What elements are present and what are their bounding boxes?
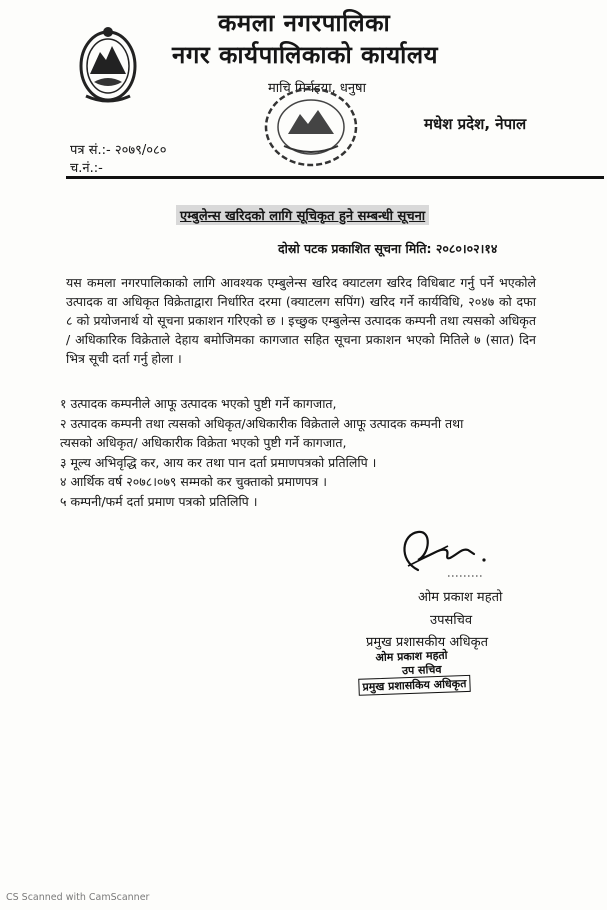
- signatory-name: ओम प्रकाश महतो: [418, 590, 503, 605]
- scanner-watermark: CS Scanned with CamScanner: [6, 892, 150, 903]
- list-item: १ उत्पादक कम्पनीले आफू उत्पादक भएको पुष्टी गर्ने कागजात,: [60, 396, 337, 411]
- office-stamp: [262, 84, 360, 170]
- nepal-emblem-icon: [76, 22, 140, 104]
- list-item: ३ मूल्य अभिवृद्धि कर, आय कर तथा पान दर्ता प्रमाणपत्रको प्रतिलिपि ।: [60, 454, 377, 470]
- stamp-line-name: ओम प्रकाश महतो: [375, 648, 448, 665]
- list-item: २ उत्पादक कम्पनी तथा त्यसको अधिकृत/अधिकारीक विक्रेताले आफू उत्पादक कम्पनी तथा: [60, 415, 464, 431]
- municipality-title: कमला नगरपालिका: [218, 9, 391, 37]
- signatory-stamp: [357, 645, 519, 697]
- dispatch-number: च.नं.:-: [70, 161, 103, 176]
- list-item: ५ कम्पनी/फर्म दर्ता प्रमाण पत्रको प्रतिलिपि ।: [60, 493, 258, 509]
- publication-date: दोस्रो पटक प्रकाशित सूचना मिति: २०८०।०२।१४: [278, 241, 498, 256]
- list-item: त्यसको अधिकृत/ अधिकारीक विक्रेता भएको पुष्टी गर्ने कागजात,: [60, 435, 347, 450]
- signatory-office: प्रमुख प्रशासकीय अधिकृत: [366, 635, 489, 650]
- document-list: [60, 394, 550, 511]
- province-label: मधेश प्रदेश, नेपाल: [424, 115, 527, 133]
- header-divider: [66, 176, 604, 179]
- office-address: माचि मिर्चइया, धनुषा: [268, 81, 366, 96]
- list-item: ४ आर्थिक वर्ष २०७८।०७९ सम्मको कर चुक्ताको प्रमाणपत्र ।: [60, 474, 327, 489]
- signature: [388, 520, 488, 582]
- signatory-position: उपसचिव: [430, 613, 473, 628]
- notice-subject: एम्बुलेन्स खरिदको लागि सूचिकृत हुने सम्बन्धी सूचना: [176, 205, 429, 225]
- office-title: नगर कार्यपालिकाको कार्यालय: [172, 41, 439, 69]
- reference-number: पत्र सं.:- २०७९/०८०: [70, 143, 167, 158]
- stamp-line-office: प्रमुख प्रशासकिय अधिकृत: [358, 675, 470, 696]
- stamp-line-position: उप सचिव: [401, 662, 442, 678]
- notice-paragraph: यस कमला नगरपालिकाको लागि आवश्यक एम्बुलेन्स खरिद क्याटलग खरिद विधिबाट गर्नु पर्ने भएकोले उत्पादक वा अधिकृत विक्रेताद्वारा निर्धारित दरमा (क्याटलग सपिंग) खरिद गर्ने कार्यविधि, २०४७ को दफा ८ को प्रयोजनार्थ यो सूचना प्रकाशन गरिएको छ । इच्छुक एम्बुलेन्स उत्पादक कम्पनी तथा त्यसको अधिकृत / अधिकारिक विक्रेताले देहाय बमोजिमका कागजात सहित सूचना प्रकाशन भएको मितिले ७ (सात) दिन भित्र सूची दर्ता गर्नु होला ।: [66, 275, 536, 366]
